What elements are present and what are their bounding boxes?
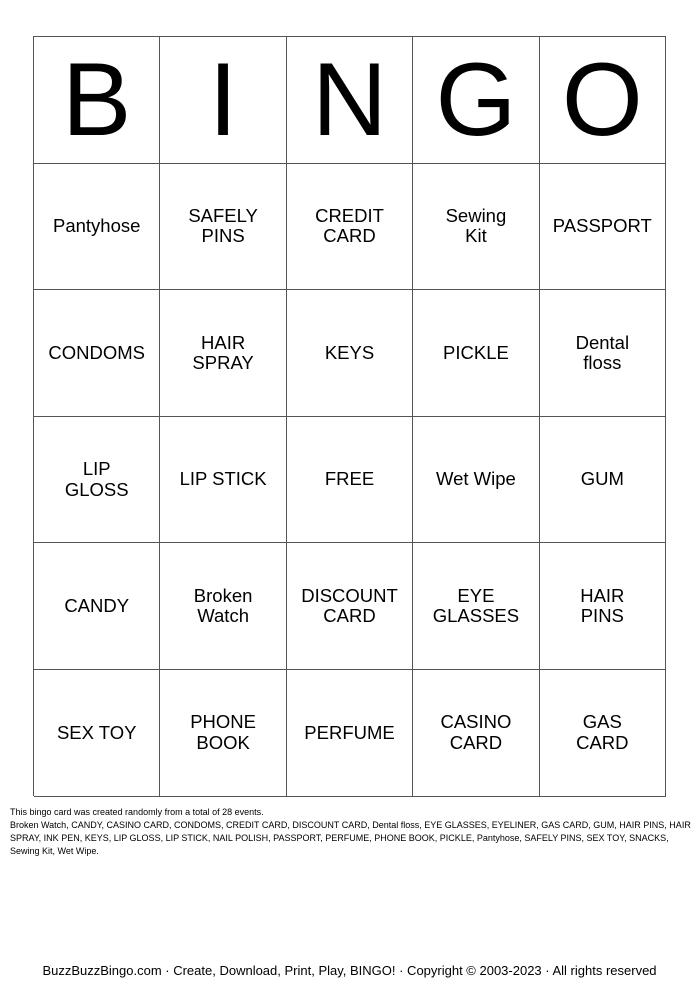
bingo-free-cell: FREE [287,417,413,544]
bingo-cell: Pantyhose [34,164,160,291]
bingo-cell: LIP GLOSS [34,417,160,544]
bingo-cell: CANDY [34,543,160,670]
bingo-cell: PHONE BOOK [160,670,286,797]
bingo-cell: Broken Watch [160,543,286,670]
header-letter-g: G [413,37,539,164]
bingo-cell: HAIR SPRAY [160,290,286,417]
card-info-event-list: Broken Watch, CANDY, CASINO CARD, CONDOMS, CREDIT CARD, DISCOUNT CARD, Dental floss, EYE GLASSES, EYELINER, GAS CARD, GUM, HAIR PINS, HAIR SPRAY, INK PEN, KEYS, LIP GLOSS, LIP STICK, NAIL POLISH, PASSPORT, PERFUME, PHONE BOOK, PICKLE, Pantyhose, SAFELY PINS, SEX TOY, SNACKS, Sewing Kit, Wet Wipe. [10,820,691,856]
page-footer: BuzzBuzzBingo.com · Create, Download, Print, Play, BINGO! · Copyright © 2003-2023 · All rights reserved [42,963,657,978]
bingo-cell: CONDOMS [34,290,160,417]
bingo-cell: Sewing Kit [413,164,539,291]
bingo-cell: LIP STICK [160,417,286,544]
bingo-cell: PASSPORT [540,164,666,291]
bingo-cell: HAIR PINS [540,543,666,670]
bingo-cell: GAS CARD [540,670,666,797]
bingo-card [33,36,666,796]
bingo-row-1 [34,164,666,291]
bingo-cell: SEX TOY [34,670,160,797]
bingo-row-4 [34,543,666,670]
bingo-cell: EYE GLASSES [413,543,539,670]
bingo-row-3 [34,417,666,544]
bingo-cell: CREDIT CARD [287,164,413,291]
bingo-cell: Wet Wipe [413,417,539,544]
header-letter-i: I [160,37,286,164]
header-letter-o: O [540,37,666,164]
bingo-cell: CASINO CARD [413,670,539,797]
bingo-cell: PERFUME [287,670,413,797]
card-info-summary: This bingo card was created randomly from a total of 28 events. [10,807,264,817]
bingo-cell: Dental floss [540,290,666,417]
header-letter-n: N [287,37,413,164]
bingo-row-2 [34,290,666,417]
bingo-cell: GUM [540,417,666,544]
bingo-row-5 [34,670,666,797]
card-info [10,806,692,858]
bingo-header-row [34,37,666,164]
bingo-cell: KEYS [287,290,413,417]
header-letter-b: B [34,37,160,164]
bingo-cell: DISCOUNT CARD [287,543,413,670]
bingo-cell: SAFELY PINS [160,164,286,291]
bingo-cell: PICKLE [413,290,539,417]
